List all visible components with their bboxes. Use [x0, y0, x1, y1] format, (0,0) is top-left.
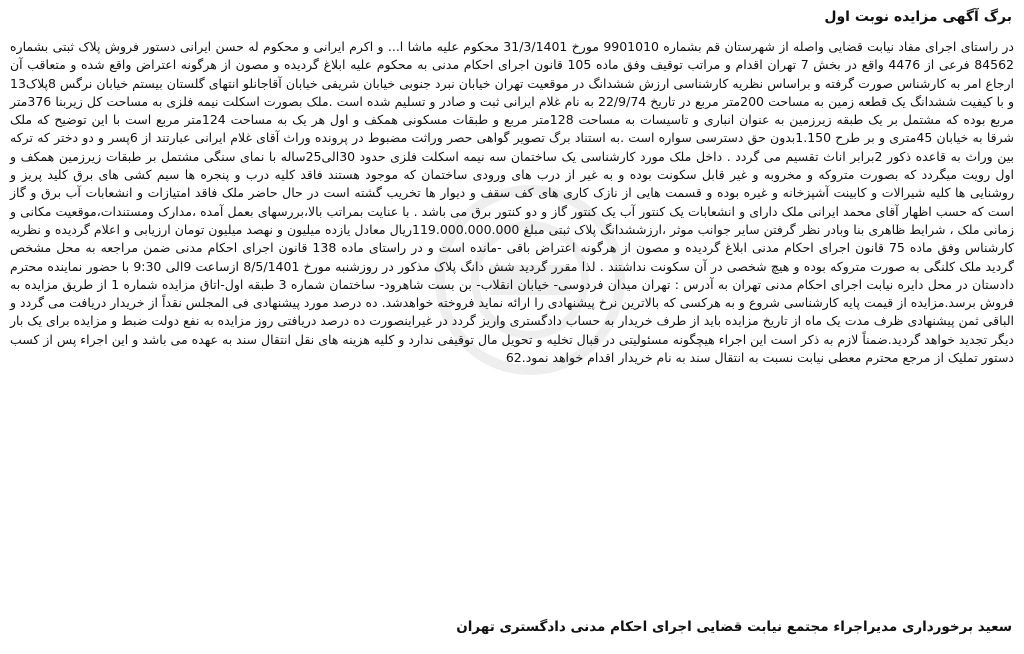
notice-signature: سعید برخورداری مدیراجراء مجتمع نیابت قضایی اجرای احکام مدنی دادگستری تهران: [456, 619, 1012, 635]
notice-title: برگ آگهی مزایده نوبت اول: [824, 9, 1012, 25]
notice-body: در راستای اجرای مفاد نیابت قضایی واصله از شهرستان قم بشماره 9901010 مورخ 31/3/1401 محکوم علیه ماشا ا... و اکرم ایرانی و محکوم له حسن ایرانی دستور فروش پلاک ثبتی بشماره 84562 فرعی از 4476 واقع در بخش 7 تهران اقدام و مراتب توقیف وفق ماده 105 قانون اجرای احکام مدنی به محکوم علیه ابلاغ گردیده و مصون از هرگونه اعتراض واقع شده و متعاقب آن ارجاع امر به کارشناس صورت گرفته و براساس نظریه کارشناسی ارزش ششدانگ در موقعیت تهران خیابان نبرد جنوبی خیابان شریفی خیابان آقاجانلو انتهای گلستان بیستم خیابان نرگس 8پلاک13 و با کیفیت ششدانگ یک قطعه زمین به مساحت 200متر مربع در تاریخ 22/9/74 به نام غلام ایرانی ثبت و صادر و تسلیم شده است .ملک بصورت اسکلت نیمه فلزی به مساحت کل زیربنا 376متر مربع بوده که مشتمل بر یک طبقه زیرزمین به عنوان انباری و تاسیسات به مساحت 128متر مربع و طبقات مسکونی همکف و اول هر یک به مساحت 124متر مربع است با این توضیح که ملک شرقا به خیابان 45متری و بر طرح 1.150بدون حق دسترسی سواره است .به استناد برگ تصویر گواهی حصر وراثت مضبوط در پرونده وراث آقای غلام ایرانی عبارتند از 6پسر و دو دختر که ترکه بین وراث به قاعده ذکور 2برابر اناث تقسیم می گردد . داخل ملک مورد کارشناسی یک ساختمان سه نیمه اسکلت فلزی حدود 30الی25ساله با نمای سنگی مشتمل بر طبقات زیرزمین همکف و اول رویت میگردد که بصورت متروکه و مخروبه و غیر قابل سکونت بوده و به غیر از درب های ورودی ساختمان که موجود هستند فاقد کلیه درب و پنجره ها سیم کشی های برق کلید پریز و روشنایی ها کلیه شیرالات و کابینت آشپزخانه و غیره بوده و قسمت هایی از نازک کاری های کف سقف و دیوار ها تخریب گشته است در حال حاضر ملک فاقد امتیازات و انشعابات آب برق و گاز است که حسب اظهار آقای محمد ایرانی ملک دارای و انشعابات یک کنتور آب یک کنتور گاز و دو کنتور برق می باشد . با عنایت بمراتب بالا،بررسهای بعمل آمده ،مدارک ومستندات،موقعیت مکانی و زمانی ملک ، شرایط ظاهری بنا وبادر نظر گرفتن سایر جوانب موثر ،ارزششدانگ پلاک ثبتی مبلغ 119.000.000.000ریال معادل یازده میلیون و نهصد میلیون تومان ارزیابی و اعلام گردیده و نظریه کارشناس وفق ماده 75 قانون اجرای احکام مدنی ابلاغ گردیده و مصون از هرگونه اعتراض باقی -مانده است و در راستای ماده 138 قانون اجرای احکام مدنی ضمن مراجعه به محل مشخص گردید ملک کلنگی به صورت متروکه بوده و هیچ شخصی در آن سکونت نداشتند . لذا مقرر گردید شش دانگ پلاک مذکور در روزشنبه مورخ 8/5/1401 ازساعت 9الی 9:30 با حضور نماینده محترم دادستان در محل دایره نیابت اجرای احکام مدنی تهران به آدرس : تهران میدان فردوسی- خیابان انقلاب- بن بست شاهرود- ساختمان شماره 3 طبقه اول-اتاق مزایده شماره 1 از طریق مزایده به فروش برسد.مزایده از قیمت پایه کارشناسی شروع و به هرکسی که بالاترین نرخ پیشنهادی را ارائه نماید فروخته خواهدشد. ده درصد مورد پیشنهادی فی المجلس نقداً از خریدار دریافت می گردد و الباقی ثمن پیشنهادی ظرف مدت یک ماه از تاریخ مزایده باید از طرف خریدار به حساب دادگستری واریز گردد در غیراینصورت ده درصد دریافتی روز مزایده به نفع دولت ضبط و مزایده برای یک بار دیگر تجدید خواهد گردید.ضمناً لازم به ذکر است این اجراء هیچگونه مسئولیتی در قبال تخلیه و تحویل مال توقیفی ندارد و کلیه هزینه های نقل انتقال سند به عهده می باشد و این اجراء پس از کسب دستور تملیک از مرجع محترم معطی نیابت نسبت به انتقال سند به نام خریدار اقدام خواهد نمود.62: [10, 39, 1014, 366]
